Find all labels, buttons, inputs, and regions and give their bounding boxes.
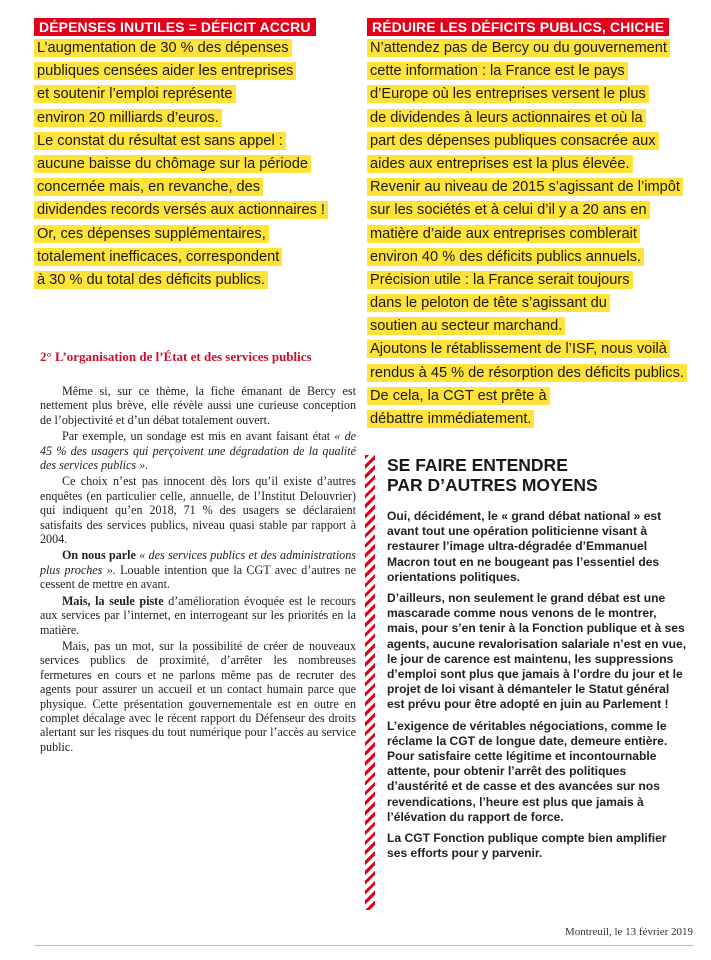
highlight-line <box>34 83 334 106</box>
highlight-line-text: soutien au secteur marchand. <box>367 317 565 335</box>
highlight-line <box>367 408 697 431</box>
paragraph-3: Ce choix n’est pas innocent dès lors qu’il existe d’autres enquêtes (en particulier celle, annuelle, de l’Institut Delouvrier) qui indiquent qu’en 2018, 71 % des usagers se déclaraient satisfaits des services publics, niveau quasi stable par rapport à 2004. <box>40 474 356 547</box>
paragraph-5-rest: d’amélioration évoquée est le recours aux services par l’internet, en interrogeant sur les priorités en la matière. <box>40 593 356 637</box>
paragraph-4 <box>40 548 356 591</box>
callout-paragraph-1: Oui, décidément, le « grand débat national » est avant tout une opération politicienne visant à restaurer l’image ultra-dégradée d’Emmanuel Macron tout en ne bougeant pas l’essentiel des orientations politiques. <box>387 509 662 584</box>
highlight-line <box>367 338 697 361</box>
paragraph-2 <box>40 429 356 472</box>
highlight-line-text: Précision utile : la France serait toujours <box>367 271 633 289</box>
callout-body <box>387 509 687 867</box>
left-highlight-block <box>34 18 334 292</box>
highlight-line-text: cette information : la France est le pays <box>367 62 628 80</box>
highlight-line <box>367 60 697 83</box>
right-highlight-lines <box>367 37 697 431</box>
left-body-text <box>40 384 356 756</box>
right-highlight-block <box>367 18 697 431</box>
highlight-line <box>367 223 697 246</box>
highlight-line <box>367 107 697 130</box>
highlight-line-text: N’attendez pas de Bercy ou du gouvernement <box>367 39 670 57</box>
highlight-line <box>34 37 334 60</box>
highlight-line-text: De cela, la CGT est prête à <box>367 387 550 405</box>
section-title: 2° L’organisation de l’État et des services publics <box>40 349 312 364</box>
left-highlight-title: DÉPENSES INUTILES = DÉFICIT ACCRU <box>34 18 316 36</box>
highlight-line <box>367 362 697 385</box>
highlight-line-text: environ 20 milliards d’euros. <box>34 109 222 127</box>
highlight-line-text: dans le peloton de tête s’agissant du <box>367 294 610 312</box>
highlight-line-text: débattre immédiatement. <box>367 410 534 428</box>
highlight-line-text: aides aux entreprises est la plus élevée. <box>367 155 633 173</box>
highlight-line-text: L’augmentation de 30 % des dépenses <box>34 39 292 57</box>
highlight-line-text: et soutenir l’emploi représente <box>34 85 236 103</box>
paragraph-5-bold: Mais, la seule piste <box>62 593 164 608</box>
highlight-line <box>34 107 334 130</box>
highlight-line <box>34 269 334 292</box>
callout-paragraph-4: La CGT Fonction publique compte bien amplifier ses efforts pour y parvenir. <box>387 831 667 861</box>
highlight-line <box>367 315 697 338</box>
highlight-line-text: Revenir au niveau de 2015 s’agissant de l’impôt <box>367 178 683 196</box>
paragraph-4-quote: « des services publics et des administrations plus proches ». <box>40 548 356 577</box>
hatched-stripe <box>365 455 375 910</box>
right-highlight-title: RÉDUIRE LES DÉFICITS PUBLICS, CHICHE <box>367 18 669 36</box>
highlight-line <box>34 176 334 199</box>
highlight-line <box>367 246 697 269</box>
highlight-line-text: dividendes records versés aux actionnaires ! <box>34 201 328 219</box>
highlight-line-text: matière d’aide aux entreprises comblerait <box>367 225 640 243</box>
paragraph-1: Même si, sur ce thème, la fiche émanant de Bercy est nettement plus brève, elle révèle aussi une curieuse conception de l’objectivité et d’un débat totalement ouvert. <box>40 384 356 427</box>
highlight-line-text: publiques censées aider les entreprises <box>34 62 296 80</box>
callout-title-line-2: PAR D’AUTRES MOYENS <box>387 475 598 495</box>
highlight-line <box>34 130 334 153</box>
highlight-line <box>367 153 697 176</box>
highlight-line <box>34 60 334 83</box>
footer-date: Montreuil, le 13 février 2019 <box>565 926 693 938</box>
highlight-line-text: environ 40 % des déficits publics annuels. <box>367 248 644 266</box>
highlight-line-text: rendus à 45 % de résorption des déficits publics. <box>367 364 687 382</box>
highlight-line-text: Le constat du résultat est sans appel : <box>34 132 286 150</box>
callout-title <box>387 455 598 495</box>
highlight-line-text: sur les sociétés et à celui d’il y a 20 ans en <box>367 201 650 219</box>
highlight-line-text: Or, ces dépenses supplémentaires, <box>34 225 269 243</box>
callout-box <box>365 455 695 910</box>
highlight-line-text: à 30 % du total des déficits publics. <box>34 271 268 289</box>
highlight-line-text: concernée mais, en revanche, des <box>34 178 263 196</box>
highlight-line-text: part des dépenses publiques consacrée aux <box>367 132 659 150</box>
highlight-line <box>367 83 697 106</box>
left-highlight-lines <box>34 37 334 292</box>
highlight-line <box>367 199 697 222</box>
paragraph-2-quote: « de 45 % des usagers qui perçoivent une dégradation de la qualité des services publics ». <box>40 429 356 473</box>
highlight-line <box>367 385 697 408</box>
highlight-line <box>34 199 334 222</box>
highlight-line <box>34 246 334 269</box>
callout-paragraph-2: D’ailleurs, non seulement le grand débat est une mascarade comme nous venons de le montrer, mais, pour s’en tenir à la Fonction publique et à ses agents, aucune revalorisation salariale n’est en vue, le jour de carence est maintenu, les suppressions d’emploi sont plus que jamais à l’ordre du jour et le projet de loi visant à démanteler le Statut général est prévu pour être adopté en juin au Parlement ! <box>387 591 687 712</box>
paragraph-4-bold: On nous parle <box>62 548 136 563</box>
highlight-line <box>367 176 697 199</box>
callout-title-line-1: SE FAIRE ENTENDRE <box>387 455 568 475</box>
highlight-line-text: totalement inefficaces, correspondent <box>34 248 282 266</box>
footer-divider <box>34 945 694 946</box>
highlight-line <box>367 37 697 60</box>
highlight-line <box>367 269 697 292</box>
paragraph-2-prefix: Par exemple, un sondage est mis en avant faisant état <box>62 429 331 444</box>
paragraph-5 <box>40 594 356 637</box>
paragraph-4-rest: Louable intention que la CGT avec d’autres ne cessent de mettre en avant. <box>40 562 356 592</box>
highlight-line-text: Ajoutons le rétablissement de l’ISF, nous voilà <box>367 340 670 358</box>
highlight-line <box>367 292 697 315</box>
highlight-line-text: de dividendes à leurs actionnaires et où la <box>367 109 646 127</box>
highlight-line-text: aucune baisse du chômage sur la période <box>34 155 311 173</box>
paragraph-6: Mais, pas un mot, sur la possibilité de créer de nouveaux services publics de proximité, d’arrêter les nombreuses fermetures en cours et ne parlons même pas de recruter des agents pour assurer un accueil et un contact humain parce que physique. Cette présentation gouvernementale est en outre en complet décalage avec le récent rapport du Défenseur des droits alertant sur les risques du tout numérique pour l’accès au service public. <box>40 638 356 754</box>
highlight-line <box>367 130 697 153</box>
highlight-line <box>34 153 334 176</box>
highlight-line-text: d’Europe où les entreprises versent le plus <box>367 85 649 103</box>
callout-paragraph-3: L’exigence de véritables négociations, comme le réclame la CGT de longue date, demeure entière. Pour satisfaire cette légitime et incontournable attente, pour obtenir l’arrêt des politiques d’austérité et de casse et des avancées sur nos revendications, l’heure est plus que jamais à l’élévation du rapport de force. <box>387 718 668 824</box>
highlight-line <box>34 223 334 246</box>
